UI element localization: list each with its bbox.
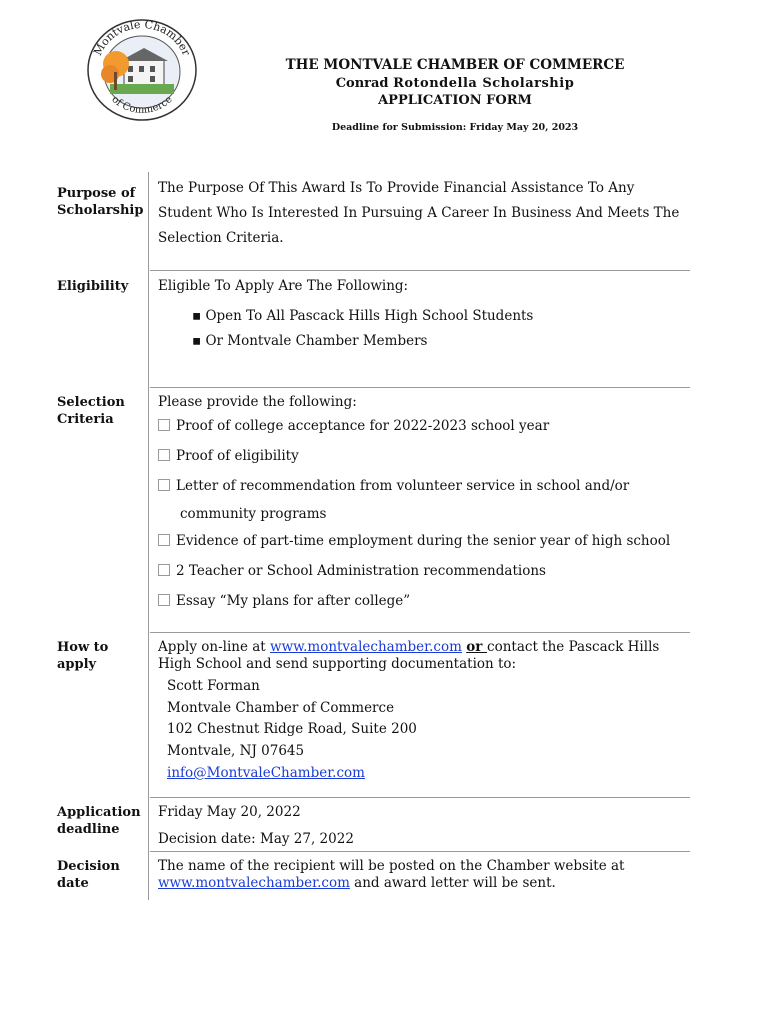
howto-label xyxy=(57,639,108,673)
scholarship-title xyxy=(250,76,660,91)
eligibility-item: ▪ Or Montvale Chamber Members xyxy=(192,333,428,349)
section-divider xyxy=(150,797,690,798)
criteria-item xyxy=(158,418,549,434)
decision-post: and award letter will be sent. xyxy=(349,875,556,891)
criteria-item xyxy=(158,448,299,464)
criteria-item xyxy=(158,593,410,609)
purpose-label-line2: Scholarship xyxy=(57,203,144,218)
howto-pre: Apply on-line at xyxy=(158,639,271,655)
criteria-text: Proof of college acceptance for 2022-2023 school year xyxy=(176,418,550,434)
scholarship-name: Rotondella Scholarship xyxy=(393,76,575,91)
decision-label-line2: date xyxy=(57,876,89,891)
selection-label xyxy=(57,394,125,428)
eligibility-item-text: Open To All Pascack Hills High School Students xyxy=(205,308,534,324)
chamber-logo xyxy=(84,14,200,126)
checkbox[interactable] xyxy=(158,449,170,461)
application-deadline-date: Friday May 20, 2022 xyxy=(158,804,301,820)
decision-label-line1: Decision xyxy=(57,859,120,874)
eligibility-item: ▪ Open To All Pascack Hills High School Students xyxy=(192,308,534,324)
howto-label-line2: apply xyxy=(57,657,97,672)
purpose-line: Selection Criteria. xyxy=(158,230,284,246)
decision-line1: The name of the recipient will be posted on the Chamber website at xyxy=(158,858,625,874)
contact-address xyxy=(167,676,417,785)
purpose-label-line1: Purpose of xyxy=(57,186,136,201)
section-divider xyxy=(150,270,690,271)
contact-street: 102 Chestnut Ridge Road, Suite 200 xyxy=(167,721,417,738)
website-link-2[interactable]: www.montvalechamber.com xyxy=(158,875,350,891)
checkbox[interactable] xyxy=(158,564,170,576)
criteria-text: Evidence of part-time employment during the senior year of high school xyxy=(176,533,671,549)
decision-date-text: Decision date: May 27, 2022 xyxy=(158,831,354,847)
column-divider xyxy=(148,172,149,900)
criteria-text: Proof of eligibility xyxy=(176,448,299,464)
appdeadline-label-line2: deadline xyxy=(57,822,120,837)
checkbox[interactable] xyxy=(158,419,170,431)
purpose-label xyxy=(57,185,143,219)
selection-label-line2: Criteria xyxy=(57,412,114,427)
criteria-item xyxy=(158,533,670,549)
checkbox[interactable] xyxy=(158,479,170,491)
checkbox[interactable] xyxy=(158,594,170,606)
email-link[interactable]: info@MontvaleChamber.com xyxy=(167,764,365,781)
or-text: or xyxy=(466,639,488,655)
criteria-item xyxy=(158,478,629,494)
purpose-line: Student Who Is Interested In Pursuing A Career In Business And Meets The xyxy=(158,205,680,221)
selection-intro: Please provide the following: xyxy=(158,394,357,410)
eligibility-item-text: Or Montvale Chamber Members xyxy=(205,333,428,349)
appdeadline-label xyxy=(57,804,141,838)
form-title: APPLICATION FORM xyxy=(378,93,532,108)
criteria-text: Essay “My plans for after college” xyxy=(176,593,411,609)
criteria-item xyxy=(158,563,546,579)
selection-label-line1: Selection xyxy=(57,395,125,410)
criteria-text: Letter of recommendation from volunteer service in school and/or xyxy=(176,478,630,494)
svg-text:Montvale Chamber: Montvale Chamber xyxy=(91,17,193,58)
criteria-text: 2 Teacher or School Administration recommendations xyxy=(176,563,546,579)
org-title: THE MONTVALE CHAMBER OF COMMERCE xyxy=(285,57,625,73)
svg-text:of Commerce: of Commerce xyxy=(109,94,175,116)
submission-deadline: Deadline for Submission: Friday May 20, 2023 xyxy=(331,122,579,133)
contact-org: Montvale Chamber of Commerce xyxy=(167,699,395,716)
contact-city: Montvale, NJ 07645 xyxy=(167,743,305,760)
howto-label-line1: How to xyxy=(57,640,109,655)
howto-post: contact the Pascack Hills xyxy=(487,639,660,655)
contact-name: Scott Forman xyxy=(167,678,260,694)
appdeadline-label-line1: Application xyxy=(57,805,141,820)
website-link[interactable]: www.montvalechamber.com xyxy=(270,639,462,655)
howto-line1 xyxy=(158,639,659,655)
purpose-text xyxy=(158,176,698,251)
section-divider xyxy=(150,851,690,852)
criteria-continuation: community programs xyxy=(180,506,327,522)
eligibility-label: Eligibility xyxy=(57,279,129,294)
section-divider xyxy=(150,387,690,388)
eligibility-intro: Eligible To Apply Are The Following: xyxy=(158,278,409,294)
checkbox[interactable] xyxy=(158,534,170,546)
scholarship-first-name: Conrad xyxy=(335,76,389,91)
purpose-line: The Purpose Of This Award Is To Provide Financial Assistance To Any xyxy=(158,180,635,196)
decision-line2 xyxy=(158,875,556,891)
howto-line2: High School and send supporting documentation to: xyxy=(158,656,517,672)
decision-label xyxy=(57,858,120,892)
section-divider xyxy=(150,632,690,633)
